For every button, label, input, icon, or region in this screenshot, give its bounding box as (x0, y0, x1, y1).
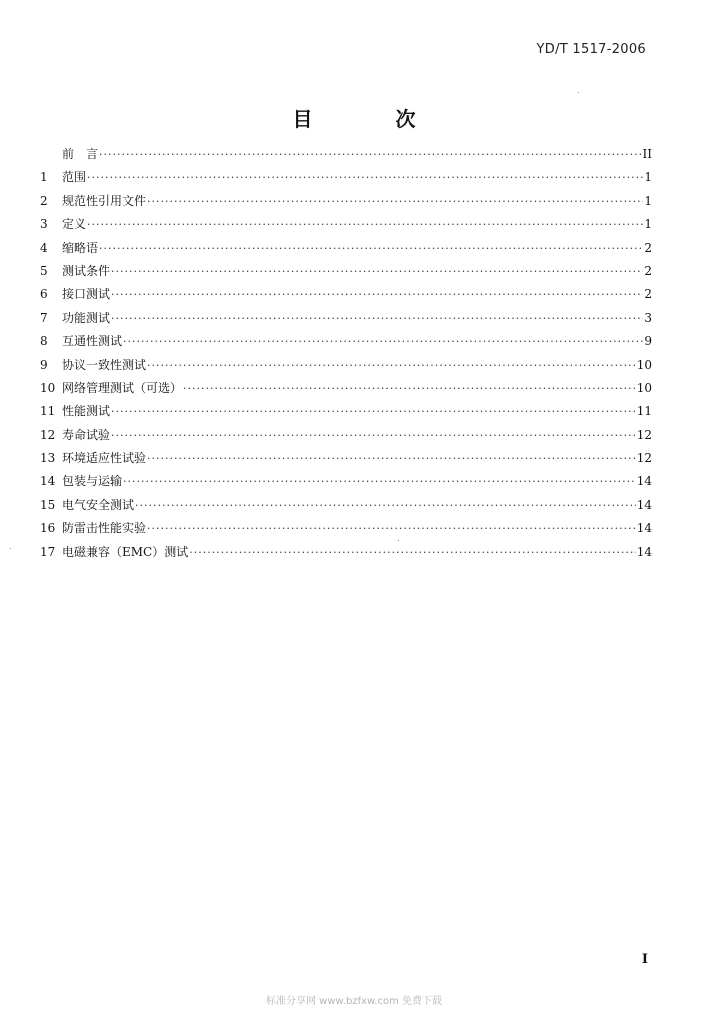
toc-entry-number: 17 (40, 544, 56, 559)
toc-dot-leader (99, 143, 642, 166)
toc-entry-number: 13 (40, 451, 56, 466)
toc-entry-page: 12 (636, 451, 652, 466)
scan-speck (10, 548, 11, 549)
toc-dot-leader (111, 283, 643, 306)
toc-dot-leader (111, 400, 636, 423)
toc-entry-label: 电气安全测试 (62, 497, 135, 512)
toc-dot-leader (147, 190, 643, 213)
toc-entry (40, 354, 652, 377)
toc-entry (40, 517, 652, 540)
toc-entry-number: 9 (40, 357, 48, 372)
toc-entry-label: 测试条件 (62, 263, 111, 278)
scan-speck (398, 540, 399, 541)
toc-dot-leader (189, 541, 635, 564)
toc-entry-number: 12 (40, 427, 56, 442)
toc-entry-label: 包装与运输 (62, 474, 123, 489)
toc-entry-label: 电磁兼容（EMC）测试 (62, 544, 189, 559)
toc-entry-number: 14 (40, 474, 56, 489)
page-number: I (641, 952, 648, 967)
toc-entry (40, 400, 652, 423)
toc-entry-number: 2 (40, 193, 48, 208)
toc-entry-page: 1 (644, 193, 652, 208)
toc-entry-label: 性能测试 (62, 404, 111, 419)
toc-title: 目 次 (292, 107, 454, 131)
toc-dot-leader (147, 354, 636, 377)
toc-entry-number: 1 (40, 170, 48, 185)
toc-dot-leader (111, 260, 643, 283)
toc-entry-label: 防雷击性能实验 (62, 521, 147, 536)
toc-entry-label: 网络管理测试（可选） (62, 380, 183, 395)
toc-entry (40, 260, 652, 283)
toc-entry-page: II (642, 147, 652, 161)
toc-dot-leader (183, 377, 636, 400)
toc-dot-leader (147, 447, 636, 470)
toc-entry-label: 规范性引用文件 (62, 193, 147, 208)
toc-entry-page: 10 (636, 357, 652, 372)
toc-entry (40, 190, 652, 213)
toc-entry-number: 7 (40, 310, 48, 325)
toc-entry-page: 1 (644, 170, 652, 185)
toc-dot-leader (87, 166, 643, 189)
toc-entry (40, 213, 652, 236)
toc-entry-label: 环境适应性试验 (62, 451, 147, 466)
toc-dot-leader (147, 517, 636, 540)
toc-entry (40, 143, 652, 166)
toc-entry-label: 前 言 (62, 147, 99, 161)
toc-entry-page: 9 (644, 334, 652, 349)
toc-entry (40, 237, 652, 260)
toc-entry-page: 10 (636, 380, 652, 395)
toc-entry-page: 3 (644, 310, 652, 325)
standard-number: YD/T 1517-2006 (536, 42, 646, 57)
toc-entry-page: 14 (636, 497, 652, 512)
toc-dot-leader (111, 424, 636, 447)
watermark: 标准分享网 www.bzfxw.com 免费下载 (266, 996, 442, 1007)
toc-entry-label: 协议一致性测试 (62, 357, 147, 372)
toc-entry-page: 1 (644, 217, 652, 232)
toc-list (40, 143, 652, 564)
toc-entry-number: 16 (40, 521, 56, 536)
toc-entry-number: 5 (40, 263, 48, 278)
toc-entry (40, 447, 652, 470)
toc-entry (40, 470, 652, 493)
toc-entry-number: 3 (40, 217, 48, 232)
toc-entry (40, 307, 652, 330)
toc-entry-label: 缩略语 (62, 240, 99, 255)
toc-entry-label: 范围 (62, 170, 87, 185)
toc-dot-leader (99, 237, 643, 260)
toc-entry-number: 15 (40, 497, 56, 512)
toc-entry-page: 12 (636, 427, 652, 442)
toc-dot-leader (111, 307, 643, 330)
toc-entry-number: 4 (40, 240, 48, 255)
toc-entry (40, 377, 652, 400)
toc-entry (40, 424, 652, 447)
toc-dot-leader (87, 213, 643, 236)
toc-entry-label: 寿命试验 (62, 427, 111, 442)
toc-entry-label: 定义 (62, 217, 87, 232)
toc-entry-number: 8 (40, 334, 48, 349)
toc-entry (40, 283, 652, 306)
toc-entry-page: 14 (636, 521, 652, 536)
toc-entry-page: 11 (636, 404, 652, 419)
toc-entry-label: 互通性测试 (62, 334, 123, 349)
toc-dot-leader (135, 494, 636, 517)
toc-entry (40, 494, 652, 517)
toc-entry (40, 541, 652, 564)
toc-entry (40, 330, 652, 353)
scan-speck (578, 92, 579, 93)
toc-entry-page: 14 (636, 544, 652, 559)
toc-entry-label: 功能测试 (62, 310, 111, 325)
toc-dot-leader (123, 470, 636, 493)
toc-entry-number: 6 (40, 287, 48, 302)
toc-entry-number: 10 (40, 380, 56, 395)
toc-entry-number: 11 (40, 404, 56, 419)
toc-entry-page: 2 (644, 287, 652, 302)
toc-entry (40, 166, 652, 189)
toc-entry-page: 2 (644, 263, 652, 278)
toc-entry-page: 14 (636, 474, 652, 489)
toc-entry-label: 接口测试 (62, 287, 111, 302)
toc-entry-page: 2 (644, 240, 652, 255)
toc-dot-leader (123, 330, 643, 353)
